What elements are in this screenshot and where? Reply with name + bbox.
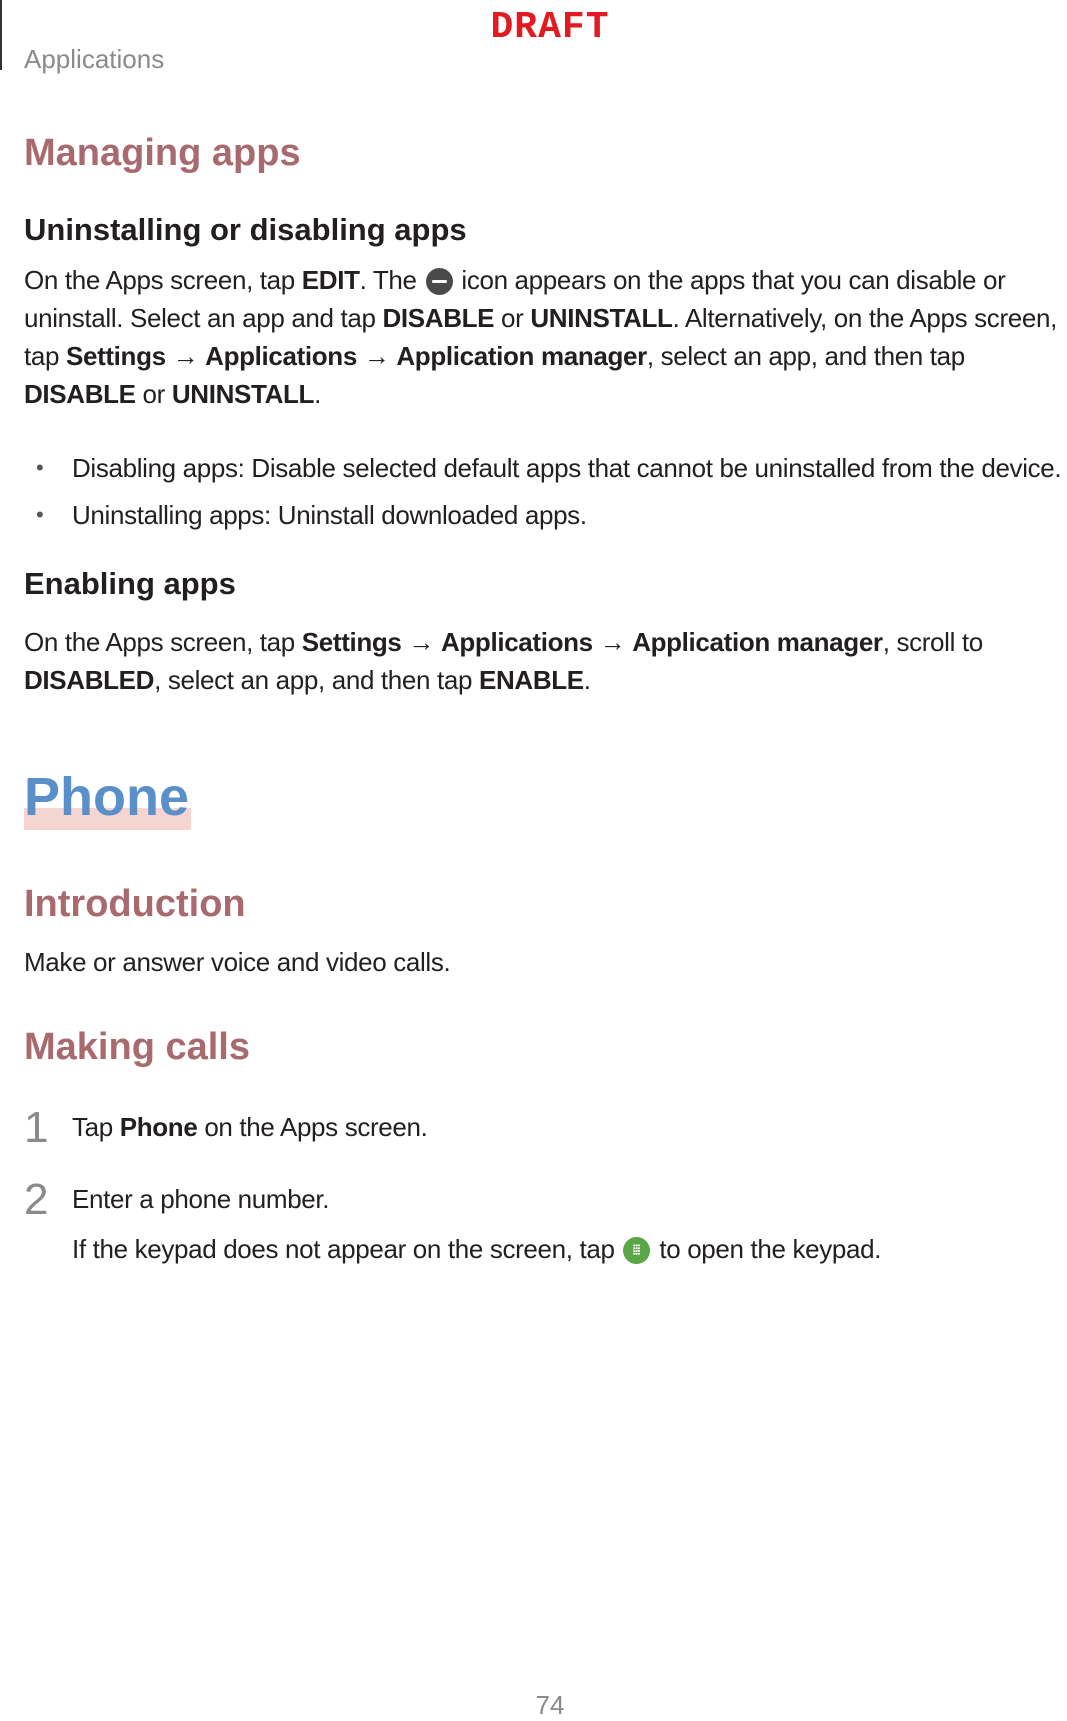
phone-term: Phone — [119, 1112, 198, 1142]
bullet-dot: • — [36, 502, 44, 527]
draft-watermark: DRAFT — [490, 6, 610, 49]
settings-term: Settings — [301, 627, 402, 657]
applications-term: Applications — [440, 627, 593, 657]
applications-term: Applications — [205, 341, 357, 371]
introduction-heading: Introduction — [24, 883, 246, 925]
section-label: Applications — [24, 44, 165, 74]
step-1-text: Tap Phone on the Apps screen. — [72, 1112, 428, 1142]
phone-chapter-title: Phone — [24, 766, 191, 830]
uninstalling-paragraph: On the Apps screen, tap EDIT. The icon appears on the apps that you can disable or uninstall. Select an app and tap DISABLE or UNINSTALL. Alternatively, on the Apps screen, tap Settings → Applications → Application manager, select an app, and then tap DISABLE or UNINSTALL. — [24, 265, 1057, 409]
step-2-number: 2 — [24, 1175, 49, 1224]
disable-term: DISABLE — [382, 303, 495, 333]
step-2-note: If the keypad does not appear on the screen, tap to open the keypad. — [72, 1234, 882, 1264]
enabling-paragraph: On the Apps screen, tap Settings → Applications → Application manager, scroll to DISABLED, select an app, and then tap ENABLE. — [24, 627, 983, 695]
disable-term: DISABLE — [24, 379, 136, 409]
introduction-text: Make or answer voice and video calls. — [24, 947, 451, 977]
page-number: 74 — [535, 1690, 565, 1720]
disabled-term: DISABLED — [24, 665, 155, 695]
making-calls-heading: Making calls — [24, 1026, 250, 1068]
enable-term: ENABLE — [478, 665, 584, 695]
keypad-icon — [623, 1237, 650, 1264]
application-manager-term: Application manager — [632, 627, 883, 657]
enabling-heading: Enabling apps — [24, 566, 236, 601]
managing-apps-heading: Managing apps — [24, 132, 301, 174]
uninstall-term: UNINSTALL — [530, 303, 673, 333]
uninstalling-heading: Uninstalling or disabling apps — [24, 212, 467, 247]
application-manager-term: Application manager — [396, 341, 647, 371]
uninstall-term: UNINSTALL — [171, 379, 315, 409]
step-2-text: Enter a phone number. — [72, 1184, 330, 1214]
settings-term: Settings — [65, 341, 166, 371]
step-1-number: 1 — [24, 1103, 49, 1152]
edit-term: EDIT — [301, 265, 360, 295]
minus-circle-icon — [426, 268, 453, 295]
bullet-dot: • — [36, 455, 44, 480]
